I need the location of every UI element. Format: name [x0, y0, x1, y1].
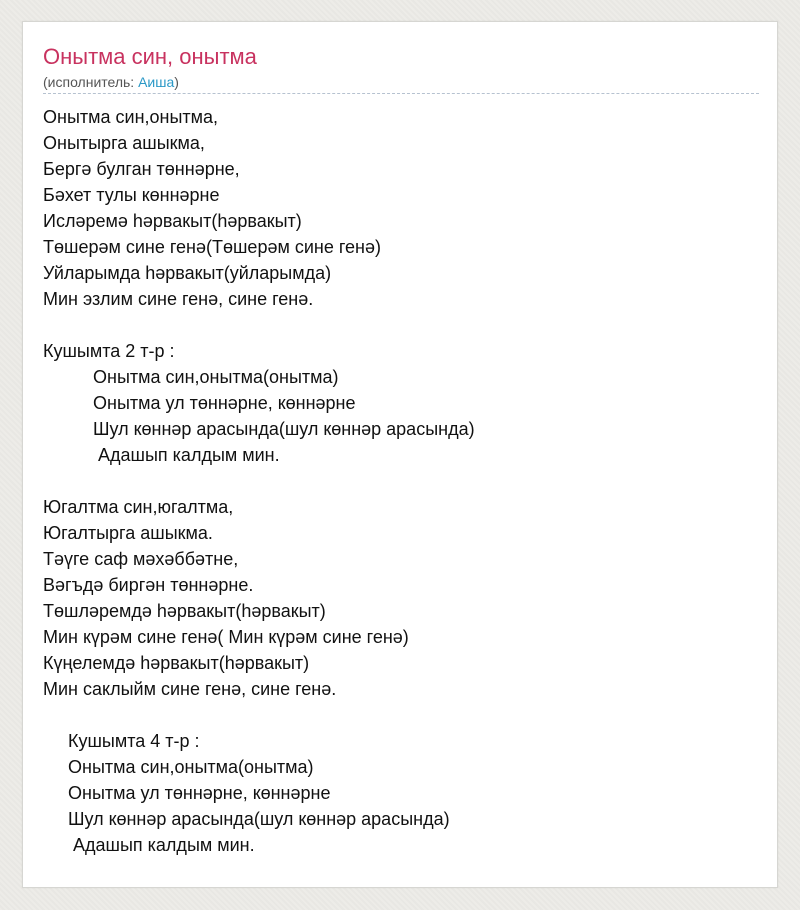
lyrics-card	[22, 21, 778, 888]
artist-suffix: )	[174, 74, 179, 90]
lyrics-text: Онытма син,онытма, Онытырга ашыкма, Бергә булган төннәрне, Бәхет тулы көннәрне Исләремә һәрвакыт(һәрвакыт) Төшерәм сине генә(Төшерәм сине генә) Уйларымда һәрвакыт(уйларымда) Мин эзлим сине генә, сине генә. Кушымта 2 т-р : Онытма син,онытма(онытма) Онытма ул төннәрне, көннәрне Шул көннәр арасында(шул көннәр арасында) Адашып калдым мин. Югалтма син,югалтма, Югалтырга ашыкма. Тәүге саф мәхәббәтне, Вәгъдә биргән төннәрне. Төшләремдә һәрвакыт(һәрвакыт) Мин күрәм сине генә( Мин күрәм сине генә) Күңелемдә һәрвакыт(һәрвакыт) Мин саклыйм сине генә, сине генә. Кушымта 4 т-р : Онытма син,онытма(онытма) Онытма ул төннәрне, көннәрне Шул көннәр арасында(шул көннәр арасында) Адашып калдым мин.	[43, 107, 475, 855]
artist-line	[43, 73, 179, 91]
title-divider	[43, 93, 759, 94]
song-title: Онытма син, онытма	[43, 44, 257, 69]
artist-link[interactable]: Аиша	[138, 74, 175, 90]
artist-prefix: (исполнитель:	[43, 74, 139, 90]
